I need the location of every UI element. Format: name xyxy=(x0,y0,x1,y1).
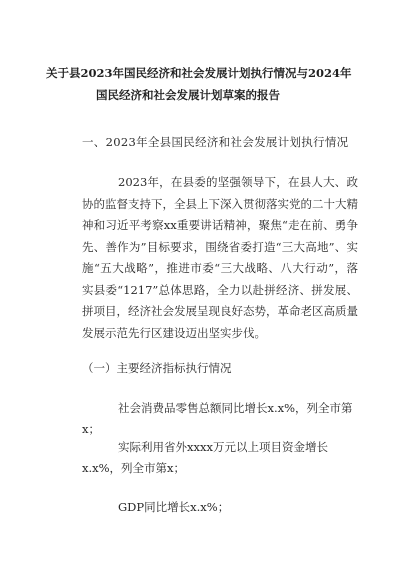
document-title xyxy=(46,62,366,106)
indicator-external-investment: 实际利用省外xxxx万元以上项目资金增长x.x%，列全市第x； xyxy=(82,440,328,475)
document-title-line-2: 国民经济和社会发展计划草案的报告 xyxy=(96,88,280,102)
body-paragraph: 2023年，在县委的坚强领导下，在县人大、政协的监督支持下，全县上下深入贯彻落实党的二十大精神和习近平考察xx重要讲话精神，聚焦“走在前、勇争先、善作为”目标要求，围绕省委打造“三大高地”、实施“五大战略”，推进市委“三大战略、八大行动”，落实县委“1217”总体思路，全力以赴拼经济、拼发展、拼项目，经济社会发展呈现良好态势，革命老区高质量发展示范先行区建设迈出坚实步伐。 xyxy=(82,175,358,340)
indicator-retail-sales: 社会消费品零售总额同比增长x.x%，列全市第x； xyxy=(82,401,353,436)
section-heading: 一、2023年全县国民经济和社会发展计划执行情况 xyxy=(82,135,349,149)
subsection-heading: （一）主要经济指标执行情况 xyxy=(82,361,232,375)
document-title-line-1: 关于县2023年国民经济和社会发展计划执行情况与2024年 xyxy=(46,66,352,80)
indicator-gdp: GDP同比增长x.x%； xyxy=(118,500,230,514)
